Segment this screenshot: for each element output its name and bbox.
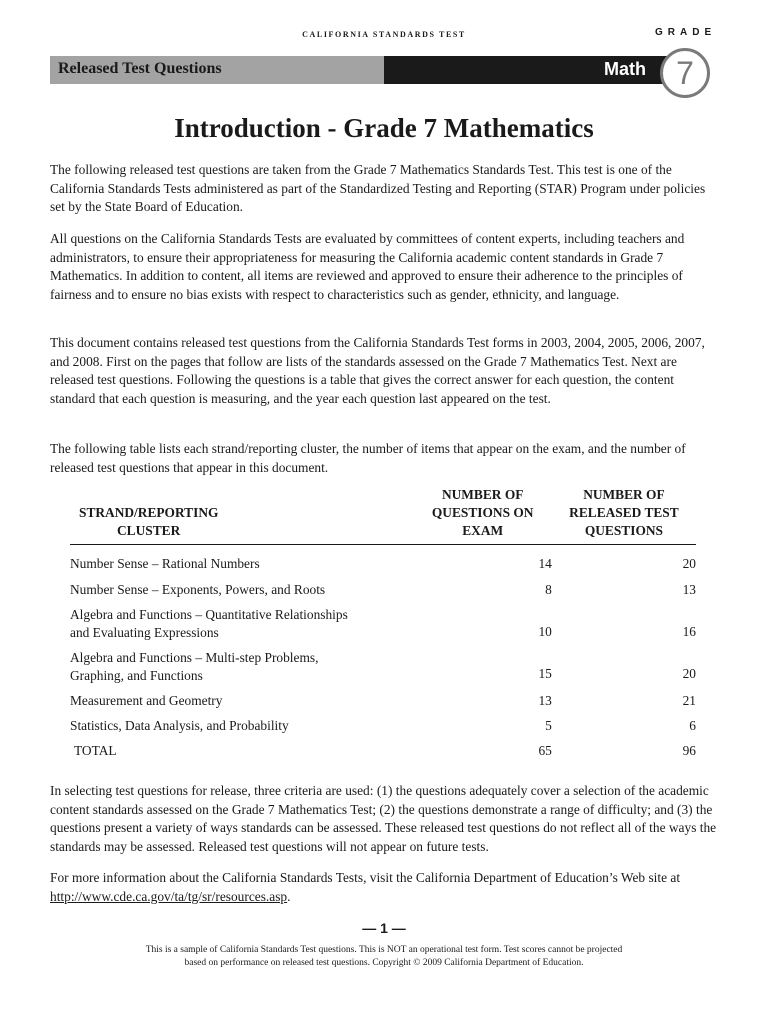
intro-paragraph-2: All questions on the California Standards Tests are evaluated by committees of content experts, including teachers and administrators, to ensure their appropriateness for measuring the California academic content standards in Grade 7 Mathematics. In addition to content, all items are reviewed and approved to ensure their adherence to the principles of fairness and to ensure no bias exists with respect to characteristics such as gender, ethnicity, and language. — [50, 231, 685, 302]
grade-label: GRADE — [655, 27, 717, 38]
intro-paragraph-3: This document contains released test questions from the California Standards Test forms in 2003, 2004, 2005, 2006, 2007, and 2008. First on the pages that follow are lists of the standards assessed on the Grade 7 Mathematics Test. Next are released test questions. Following the questions is a table that gives the correct answer for each question, the content standard that each question is measuring, and the year each question last appeared on the test. — [50, 335, 705, 406]
header-text: QUESTIONS — [584, 523, 663, 538]
released-count: 21 — [682, 693, 696, 708]
page-title: Introduction - Grade 7 Mathematics — [174, 113, 594, 143]
total-released-count: 96 — [682, 743, 696, 758]
total-exam-count: 65 — [538, 743, 552, 758]
intro-paragraph-4: The following table lists each strand/reporting cluster, the number of items that appear on the exam, and the number of released test questions that appear in this document. — [50, 441, 686, 475]
table-total-row — [70, 739, 696, 764]
total-label: TOTAL — [74, 743, 117, 758]
more-info-text: For more information about the California Standards Tests, visit the California Department of Education’s Web site at — [50, 870, 681, 885]
more-info-paragraph — [50, 869, 718, 906]
top-label: CALIFORNIA STANDARDS TEST — [302, 30, 466, 39]
strand-name — [70, 645, 414, 689]
header-text: QUESTIONS ON — [431, 505, 534, 520]
table-row — [70, 545, 696, 577]
header-text: CLUSTER — [117, 523, 181, 538]
table-header-row — [70, 486, 696, 545]
strand-name — [70, 603, 414, 645]
table-row — [70, 714, 696, 739]
header-exam-count — [414, 486, 552, 545]
released-count: 13 — [682, 581, 696, 597]
banner-right — [384, 56, 668, 84]
disclaimer-line: This is a sample of California Standards Test questions. This is NOT an operational test form. Test scores cannot be projected — [145, 945, 623, 955]
exam-count: 13 — [538, 693, 552, 708]
banner-subject: Math — [604, 59, 646, 79]
released-count: 20 — [682, 556, 696, 572]
banner-left — [50, 56, 384, 84]
more-info-end: . — [287, 888, 291, 904]
selection-criteria-paragraph: In selecting test questions for release, three criteria are used: (1) the questions adequately cover a selection of the academic content standards assessed on the Grade 7 Mathematics Test; (2) the questions demonstrate a range of difficulty; and (3) the questions present a variety of ways standards can be assessed. These released test questions do not reflect all of the ways the standards may be assessed. Released test questions will not appear on future tests. — [50, 783, 717, 854]
exam-count: 15 — [538, 665, 552, 681]
released-count: 6 — [689, 718, 696, 733]
intro-paragraph-1: The following released test questions are taken from the Grade 7 Mathematics Standards Test. This test is one of the California Standards Tests administered as part of the Standardized Testing and Reporting (STAR) Program under policies set by the State Board of Education. — [50, 162, 706, 215]
header-released-count — [552, 486, 696, 545]
strand-name: Number Sense – Exponents, Powers, and Roots — [70, 581, 326, 597]
table-row — [70, 645, 696, 689]
header-text: NUMBER OF — [583, 487, 665, 502]
table-row — [70, 689, 696, 714]
header-text: STRAND/REPORTING — [79, 505, 219, 520]
strand-name-line: Graphing, and Functions — [70, 667, 203, 683]
strand-name-line: Algebra and Functions – Multi-step Problems, — [70, 649, 319, 665]
page-number: — 1 — — [362, 920, 406, 936]
released-count: 16 — [682, 623, 696, 639]
strand-name-line: Algebra and Functions – Quantitative Relationships — [70, 606, 348, 622]
strand-name: Statistics, Data Analysis, and Probability — [70, 718, 289, 733]
table-row — [70, 603, 696, 645]
header-text: EXAM — [462, 523, 504, 538]
disclaimer — [100, 944, 668, 969]
header-text: RELEASED TEST — [569, 505, 679, 520]
strand-table — [70, 486, 696, 764]
released-count: 20 — [682, 665, 696, 681]
exam-count: 10 — [538, 623, 552, 639]
grade-number-badge: 7 — [660, 48, 710, 98]
header-strand — [70, 486, 414, 545]
table-row — [70, 577, 696, 603]
disclaimer-line: based on performance on released test questions. Copyright © 2009 California Department of Education. — [184, 957, 584, 968]
exam-count: 5 — [545, 718, 552, 733]
exam-count: 8 — [545, 581, 552, 597]
exam-count: 14 — [538, 556, 552, 572]
header-text: NUMBER OF — [441, 487, 524, 502]
resources-link[interactable]: http://www.cde.ca.gov/ta/tg/sr/resources.asp — [50, 888, 288, 904]
banner-title: Released Test Questions — [58, 60, 222, 77]
strand-name: Measurement and Geometry — [70, 693, 223, 708]
strand-name-line: and Evaluating Expressions — [70, 624, 219, 640]
strand-name: Number Sense – Rational Numbers — [70, 556, 260, 572]
